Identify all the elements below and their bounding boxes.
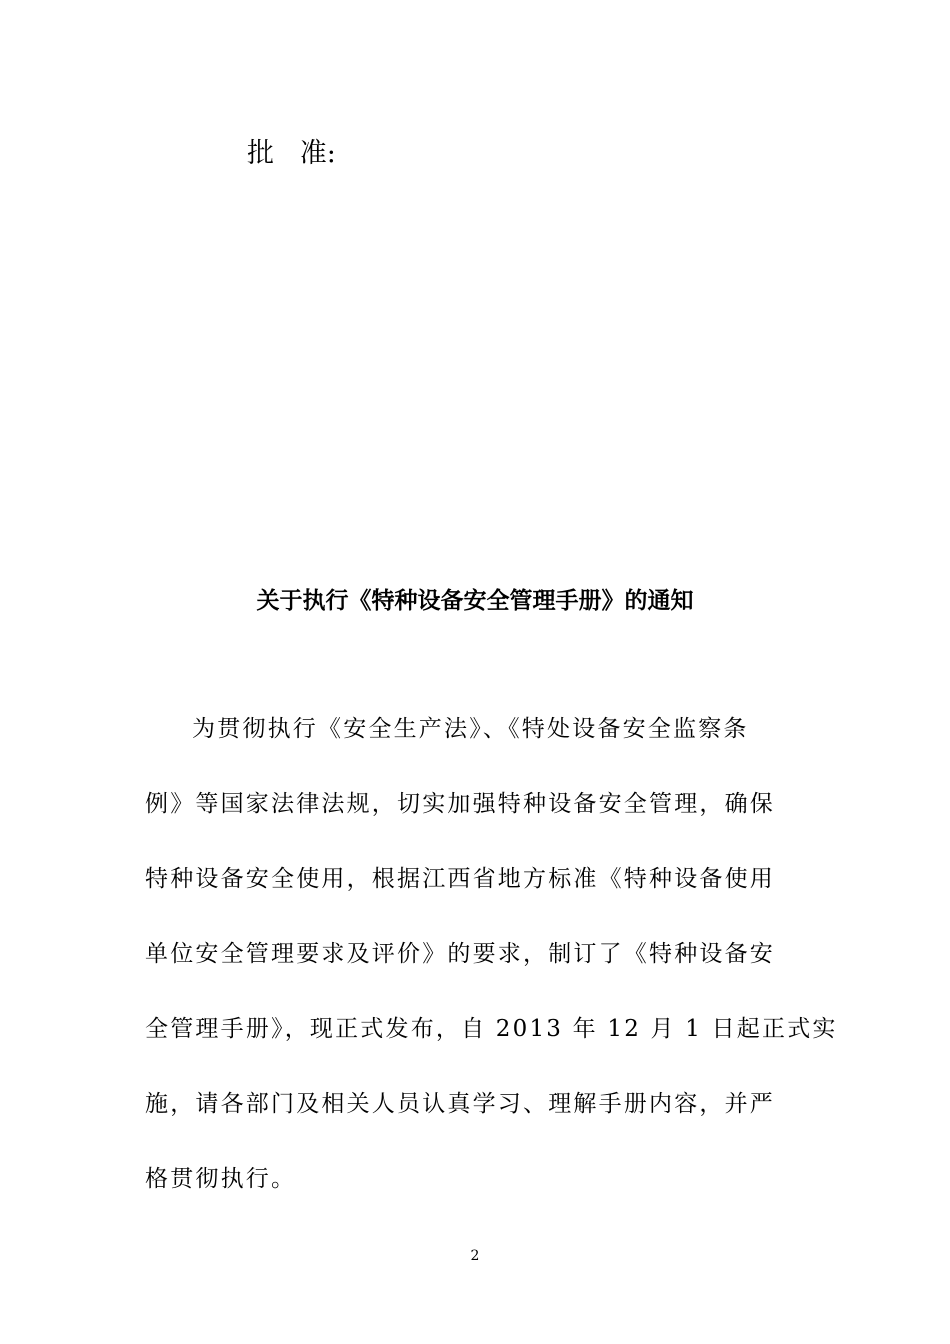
body-line-5: 全管理手册》，现正式发布，自 2013 年 12 月 1 日起正式实 [145, 1016, 838, 1042]
notice-title: 关于执行《特种设备安全管理手册》的通知 [256, 588, 694, 614]
page-number: 2 [470, 1248, 480, 1264]
approval-label: 批 准: [247, 138, 336, 169]
notice-body [145, 707, 838, 1232]
body-line-3: 特种设备安全使用，根据江西省地方标准《特种设备使用 [145, 866, 775, 892]
body-line-4: 单位安全管理要求及评价》的要求，制订了《特种设备安 [145, 941, 775, 967]
body-line-2: 例》等国家法律法规，切实加强特种设备安全管理，确保 [145, 791, 775, 817]
body-line-6: 施，请各部门及相关人员认真学习、理解手册内容，并严 [145, 1091, 775, 1117]
body-line-1: 为贯彻执行《安全生产法》、《特处设备安全监察条 [192, 716, 749, 742]
body-line-7: 格贯彻执行。 [145, 1166, 297, 1192]
